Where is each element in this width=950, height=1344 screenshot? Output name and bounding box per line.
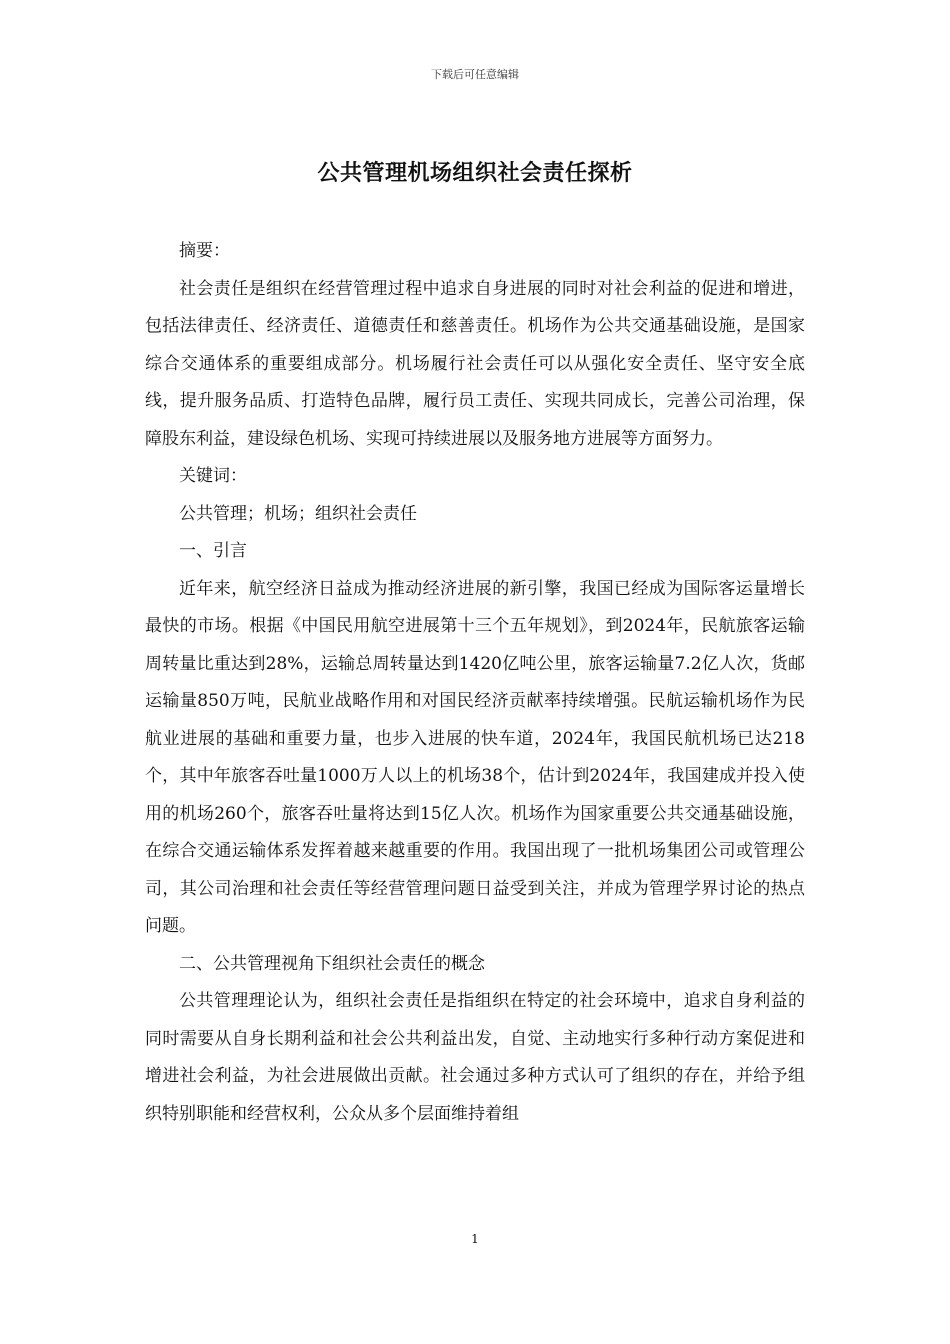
section-heading-introduction: 一、引言 bbox=[179, 541, 247, 561]
keywords-list: 公共管理；机场；组织社会责任 bbox=[179, 503, 417, 524]
document-body bbox=[145, 233, 805, 1133]
introduction-paragraph: 近年来，航空经济日益成为推动经济进展的新引擎，我国已经成为国际客运量增长最快的市场。根据《中国民用航空进展第十三个五年规划》，到2024年，民航旅客运输周转量比重达到28%，运输总周转量达到1420亿吨公里，旅客运输量7.2亿人次，货邮运输量850万吨，民航业战略作用和对国民经济贡献率持续增强。民航运输机场作为民航业进展的基础和重要力量，也步入进展的快车道，2024年，我国民航机场已达218个，其中年旅客吞吐量1000万人以上的机场38个，估计到2024年，我国建成并投入使用的机场260个，旅客吞吐量将达到15亿人次。机场作为国家重要公共交通基础设施，在综合交通运输体系发挥着越来越重要的作用。我国出现了一批机场集团公司或管理公司，其公司治理和社会责任等经营管理问题日益受到关注，并成为管理学界讨论的热点问题。 bbox=[145, 578, 805, 936]
abstract-paragraph: 社会责任是组织在经营管理过程中追求自身进展的同时对社会利益的促进和增进，包括法律责任、经济责任、道德责任和慈善责任。机场作为公共交通基础设施，是国家综合交通体系的重要组成部分。机场履行社会责任可以从强化安全责任、坚守安全底线，提升服务品质、打造特色品牌，履行员工责任、实现共同成长，完善公司治理，保障股东利益，建设绿色机场、实现可持续进展以及服务地方进展等方面努力。 bbox=[145, 278, 805, 449]
section-heading-concept: 二、公共管理视角下组织社会责任的概念 bbox=[179, 953, 485, 974]
page-number: 1 bbox=[471, 1232, 479, 1246]
abstract-heading: 摘要： bbox=[179, 241, 230, 261]
concept-paragraph: 公共管理理论认为，组织社会责任是指组织在特定的社会环境中，追求自身利益的同时需要从自身长期利益和社会公共利益出发，自觉、主动地实行多种行动方案促进和增进社会利益，为社会进展做出贡献。社会通过多种方式认可了组织的存在，并给予组织特别职能和经营权利，公众从多个层面维持着组 bbox=[145, 991, 805, 1124]
keywords-heading: 关键词： bbox=[179, 466, 247, 486]
header-note: 下载后可任意编辑 bbox=[431, 68, 519, 81]
document-title: 公共管理机场组织社会责任探析 bbox=[317, 161, 633, 186]
